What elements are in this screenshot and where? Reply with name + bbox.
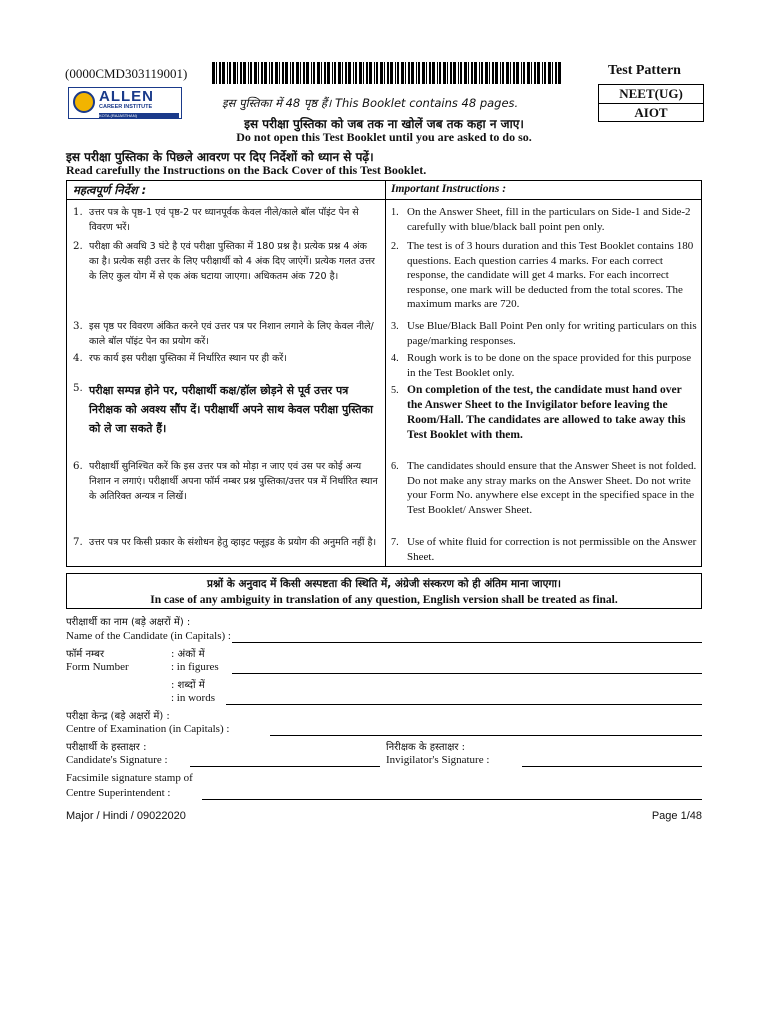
candidate-signature-label: Candidate's Signature : (66, 754, 168, 766)
instructions-box (66, 180, 702, 567)
candidate-signature-field[interactable] (190, 766, 380, 767)
barcode-bar (387, 62, 389, 84)
figures-label-hindi: : अंकों में (171, 649, 205, 660)
barcode-bar (290, 62, 291, 84)
barcode-bar (401, 62, 404, 84)
barcode-bar (531, 62, 532, 84)
barcode-bar (443, 62, 446, 84)
barcode-bar (542, 62, 543, 84)
stamp-label-line1: Facsimile signature stamp of (66, 772, 193, 784)
candidate-signature-label-hindi: परीक्षार्थी के हस्ताक्षर : (66, 742, 147, 753)
barcode-bar (464, 62, 467, 84)
barcode-bar (555, 62, 557, 84)
barcode-bar (332, 62, 333, 84)
barcode (212, 62, 564, 84)
hindi-instruction-2: 2. परीक्षा की अवधि 3 घंटे है एवं परीक्षा पुस्तिका में 180 प्रश्न है। प्रत्येक प्रश्न 4 अंक का है। प्रत्येक सही उत्तर के लिए परीक्षार्थी को 4 अंक दिए जाएंगें। प्रत्येक गलत उत्तर के लिए कुल योग में से एक अंक घटाया जाएगा। अधिकतम अंक 720 है। (73, 241, 375, 282)
barcode-bar (216, 62, 217, 84)
centre-label-hindi: परीक्षा केन्द्र (बड़े अक्षरों में) : (66, 711, 170, 722)
barcode-bar (374, 62, 375, 84)
barcode-bar (510, 62, 511, 84)
ambiguity-hindi: प्रश्नों के अनुवाद में किसी अस्पष्टता की स्थिति में, अंग्रेजी संस्करण को ही अंतिम माना जाएगा। (207, 578, 561, 590)
english-do-not-open: Do not open this Test Booklet until you are asked to do so. (236, 130, 532, 144)
words-label-hindi: : शब्दों में (171, 680, 205, 691)
barcode-bar (296, 62, 299, 84)
barcode-bar (222, 62, 225, 84)
english-instruction-7: 7. Use of white fluid for correction is not permissible on the Answer Sheet. (391, 536, 697, 563)
form-number-label-hindi: फॉर्म नम्बर (66, 649, 105, 660)
barcode-bar (353, 62, 354, 84)
candidate-name-label: Name of the Candidate (in Capitals) : (66, 630, 231, 642)
footer-code: Major / Hindi / 09022020 (66, 810, 186, 822)
form-number-label: Form Number (66, 661, 129, 673)
barcode-bar (552, 62, 553, 84)
barcode-bar (227, 62, 228, 84)
barcode-bar (306, 62, 309, 84)
barcode-bar (453, 62, 456, 84)
barcode-bar (450, 62, 452, 84)
barcode-bar (282, 62, 284, 84)
english-instruction-4: 4. Rough work is to be done on the space provided for this purpose in the Test Booklet only. (391, 352, 692, 379)
ambiguity-box (66, 573, 702, 609)
barcode-bar (271, 62, 273, 84)
barcode-bar (300, 62, 301, 84)
invigilator-signature-label: Invigilator's Signature : (386, 754, 490, 766)
barcode-bars (212, 62, 564, 84)
barcode-bar (212, 62, 215, 84)
barcode-bar (311, 62, 312, 84)
english-instruction-2: 2. The test is of 3 hours duration and this Test Booklet contains 180 questions. Each question carries 4 marks. For each correct response, the candidate will get 4 marks. For each incorrect response, one mark will be deducted from the total scores. The maximum marks are 720. (391, 240, 694, 310)
barcode-bar (534, 62, 536, 84)
barcode-bar (261, 62, 263, 84)
barcode-bar (250, 62, 252, 84)
barcode-bar (359, 62, 362, 84)
english-instruction-6: 6. The candidates should ensure that the Answer Sheet is not folded. Do not make any stray marks on the Answer Sheet. Do not write your Form No. anywhere else except in the specified space in the Test Booklet/ Answer Sheet. (391, 460, 697, 516)
barcode-bar (366, 62, 368, 84)
barcode-bar (523, 62, 525, 84)
barcode-bar (411, 62, 414, 84)
barcode-bar (384, 62, 385, 84)
barcode-bar (275, 62, 278, 84)
barcode-bar (264, 62, 267, 84)
words-label: : in words (171, 692, 215, 704)
barcode-bar (279, 62, 280, 84)
barcode-bar (240, 62, 242, 84)
barcode-bar (321, 62, 322, 84)
barcode-bar (317, 62, 320, 84)
barcode-bar (548, 62, 551, 84)
barcode-bar (458, 62, 459, 84)
barcode-bar (269, 62, 270, 84)
barcode-bar (513, 62, 515, 84)
barcode-bar (405, 62, 406, 84)
barcode-bar (485, 62, 488, 84)
barcode-bar (285, 62, 288, 84)
booklet-pages: इस पुस्तिका में 48 पृष्ठ हैं। This Booklet contains 48 pages. (222, 96, 519, 110)
form-number-figures-field[interactable] (232, 673, 702, 674)
barcode-bar (416, 62, 417, 84)
page-number: Page 1/48 (651, 810, 702, 822)
english-instruction-3: 3. Use Blue/Black Ball Point Pen only for writing particulars on this page/marking responses. (391, 320, 697, 347)
centre-label: Centre of Examination (in Capitals) : (66, 723, 230, 735)
barcode-bar (429, 62, 431, 84)
hindi-instruction-1: 1. उत्तर पत्र के पृष्ठ-1 एवं पृष्ठ-2 पर ध्यानपूर्वक केवल नीले/काले बॉल पॉइंट पेन से विवरण भरें। (73, 207, 359, 233)
barcode-bar (439, 62, 441, 84)
logo-name: ALLEN (99, 88, 154, 105)
barcode-bar (395, 62, 396, 84)
candidate-name-label-hindi: परीक्षार्थी का नाम (बड़े अक्षरों में) : (66, 617, 191, 628)
barcode-bar (521, 62, 522, 84)
barcode-bar (527, 62, 530, 84)
barcode-bar (345, 62, 347, 84)
barcode-bar (422, 62, 425, 84)
barcode-bar (502, 62, 504, 84)
figures-label: : in figures (171, 661, 219, 673)
barcode-bar (248, 62, 249, 84)
barcode-bar (363, 62, 364, 84)
barcode-bar (468, 62, 469, 84)
barcode-bar (474, 62, 477, 84)
test-pattern-aiot: AIOT (634, 105, 668, 120)
barcode-bar (237, 62, 238, 84)
barcode-bar (537, 62, 540, 84)
barcode-bar (500, 62, 501, 84)
instructions-header-rule (67, 199, 701, 200)
hindi-read-instructions: इस परीक्षा पुस्तिका के पिछले आवरण पर दिए निर्देशों को ध्यान से पढ़ें। (66, 150, 374, 164)
barcode-bar (471, 62, 473, 84)
superintendent-stamp-field[interactable] (202, 799, 702, 800)
hindi-instruction-6: 6. परीक्षार्थी सुनिश्चित करें कि इस उत्तर पत्र को मोड़ा न जाए एवं उस पर कोई अन्य निशान न लगाएं। परीक्षार्थी अपना फॉर्म नम्बर प्रश्न पुस्तिका/उत्तर पत्र में निर्धारित स्थान के अतिरिक्त अन्यत्र न लिखें। (73, 461, 378, 502)
english-instruction-1: 1. On the Answer Sheet, fill in the particulars on Side-1 and Side-2 carefully with blue/black ball point pen only. (391, 206, 691, 233)
barcode-bar (369, 62, 372, 84)
stamp-label-line2: Centre Superintendent : (66, 787, 171, 799)
logo-bar: KOTA (RAJASTHAN) (99, 113, 179, 118)
barcode-bar (390, 62, 393, 84)
barcode-bar (376, 62, 378, 84)
barcode-bar (544, 62, 546, 84)
ambiguity-english: In case of any ambiguity in translation of any question, English version shall be treated as final. (150, 594, 618, 606)
barcode-bar (243, 62, 246, 84)
invigilator-signature-label-hindi: निरीक्षक के हस्ताक्षर : (386, 742, 466, 753)
barcode-bar (303, 62, 305, 84)
logo-subtitle: CAREER INSTITUTE (99, 104, 153, 110)
hindi-instructions-title: महत्वपूर्ण निर्देश : (73, 183, 147, 197)
hindi-instruction-7: 7. उत्तर पत्र पर किसी प्रकार के संशोधन हेतु व्हाइट फ्लूइड के प्रयोग की अनुमति नहीं है। (73, 537, 377, 548)
barcode-bar (481, 62, 483, 84)
barcode-bar (334, 62, 336, 84)
english-instructions-title: Important Instructions : (391, 183, 507, 195)
hindi-do-not-open: इस परीक्षा पुस्तिका को जब तक ना खोलें जब तक कहा न जाए। (244, 117, 524, 131)
barcode-bar (495, 62, 498, 84)
barcode-bar (418, 62, 420, 84)
booklet-code: (0000CMD303119001) (65, 66, 188, 81)
barcode-bar (432, 62, 435, 84)
english-instruction-5: 5. On completion of the test, the candidate must hand over the Answer Sheet to the Invigilator before leaving the Room/Hall. The candidates are allowed to take away this Test Booklet with them. (391, 384, 686, 441)
centre-field[interactable] (270, 735, 702, 736)
barcode-bar (254, 62, 257, 84)
barcode-bar (397, 62, 399, 84)
test-pattern-title: Test Pattern (608, 63, 681, 78)
english-read-instructions: Read carefully the Instructions on the Back Cover of this Test Booklet. (66, 163, 427, 177)
barcode-bar (324, 62, 326, 84)
barcode-bar (479, 62, 480, 84)
barcode-bar (233, 62, 236, 84)
barcode-bar (516, 62, 519, 84)
barcode-bar (355, 62, 357, 84)
instructions-divider (385, 181, 386, 566)
invigilator-signature-field[interactable] (522, 766, 702, 767)
form-number-words-field[interactable] (226, 704, 702, 705)
test-pattern-neet: NEET(UG) (599, 85, 703, 104)
barcode-bar (492, 62, 494, 84)
barcode-bar (229, 62, 231, 84)
barcode-bar (342, 62, 343, 84)
barcode-bar (327, 62, 330, 84)
hindi-instruction-5: 5. परीक्षा सम्पन्न होने पर, परीक्षार्थी कक्ष/हॉल छोड़ने से पूर्व उत्तर पत्र निरीक्षक को अवश्य सौंप दें। परीक्षार्थी अपने साथ केवल परीक्षा पुस्तिका को ले जा सकते हैं। (73, 383, 373, 435)
hindi-instruction-4: 4. रफ कार्य इस परीक्षा पुस्तिका में निर्धारित स्थान पर ही करें। (73, 353, 287, 364)
barcode-bar (506, 62, 509, 84)
barcode-bar (219, 62, 221, 84)
barcode-bar (338, 62, 341, 84)
barcode-bar (558, 62, 561, 84)
barcode-bar (447, 62, 448, 84)
barcode-bar (460, 62, 462, 84)
barcode-bar (313, 62, 315, 84)
barcode-bar (489, 62, 490, 84)
logo-emblem-icon (73, 91, 95, 113)
barcode-bar (258, 62, 259, 84)
barcode-bar (408, 62, 410, 84)
barcode-bar (380, 62, 383, 84)
hindi-instruction-3: 3. इस पृष्ठ पर विवरण अंकित करने एवं उत्तर पत्र पर निशान लगाने के लिए केवल नीले/काले बॉल पॉइंट पेन का प्रयोग करें। (73, 321, 374, 347)
barcode-bar (426, 62, 427, 84)
candidate-name-field[interactable] (232, 642, 702, 643)
barcode-bar (437, 62, 438, 84)
barcode-bar (292, 62, 294, 84)
barcode-bar (348, 62, 351, 84)
